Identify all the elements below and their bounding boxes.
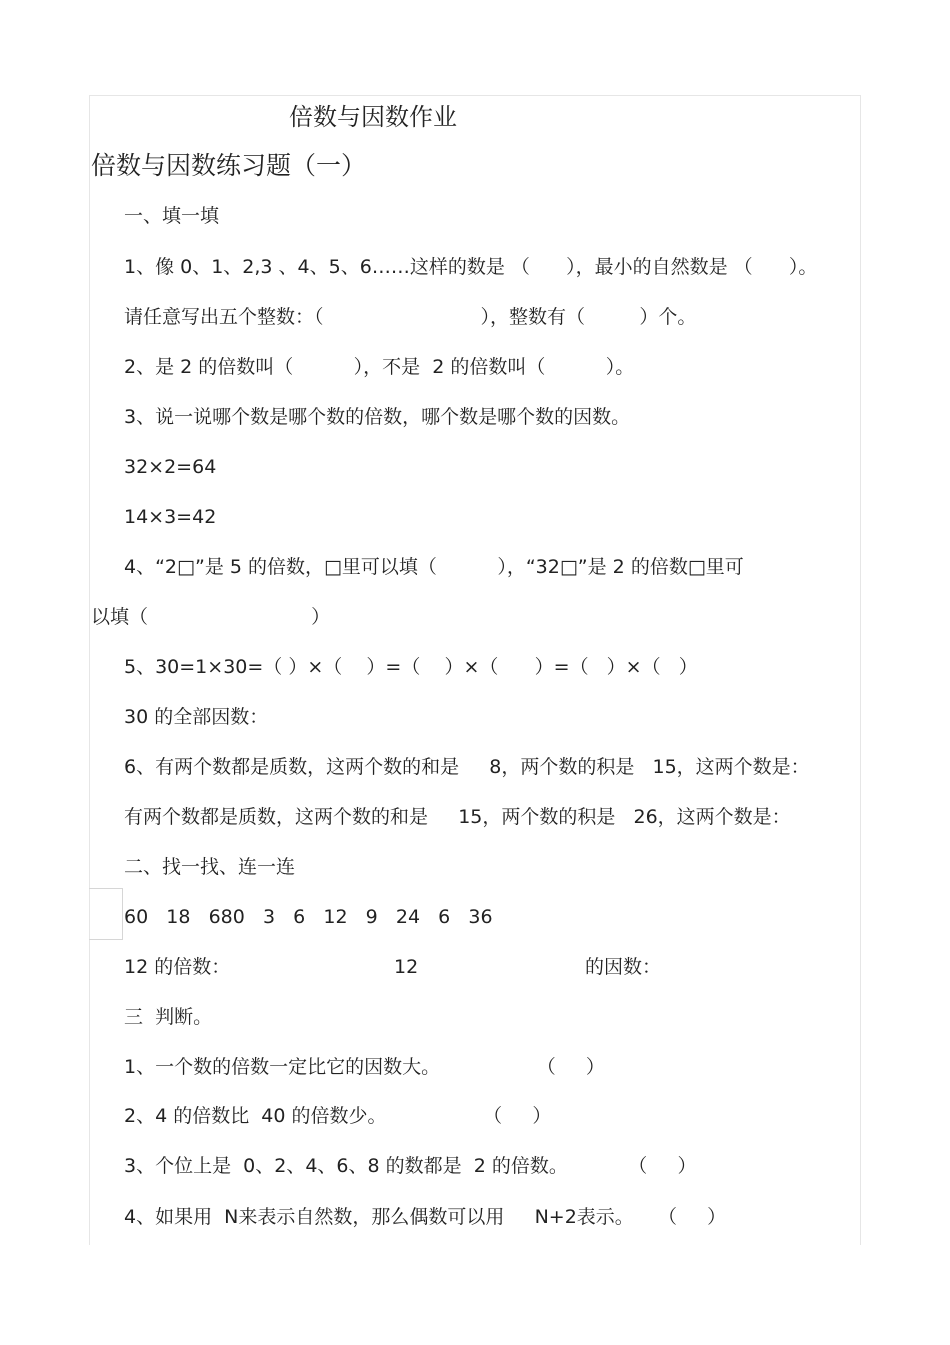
- judge-item-4: 4、如果用 N来表示自然数，那么偶数可以用 N+2表示。 （ ）: [124, 1206, 727, 1228]
- factors-label: 的因数：: [585, 956, 662, 978]
- question-2: 2、是 2 的倍数叫（ ），不是 2 的倍数叫（ ）。: [124, 356, 635, 378]
- number-list: 60 18 680 3 6 12 9 24 6 36: [124, 906, 493, 928]
- page-border-top: [89, 95, 860, 96]
- section-find-connect: 二、找一找、连一连: [124, 856, 296, 878]
- question-6-line-2: 有两个数都是质数，这两个数的和是 15，两个数的积是 26，这两个数是：: [124, 806, 791, 828]
- equation-2: 14×3=42: [124, 506, 217, 528]
- question-1-line-2: 请任意写出五个整数：（ ），整数有（ ）个。: [124, 306, 697, 328]
- equation-1: 32×2=64: [124, 456, 217, 478]
- judge-item-2: 2、4 的倍数比 40 的倍数少。 （ ）: [124, 1105, 552, 1127]
- page-border-left: [89, 95, 90, 1245]
- page-border-right: [860, 95, 861, 1245]
- margin-box: [89, 888, 123, 940]
- document-title: 倍数与因数作业: [289, 103, 457, 131]
- question-5: 5、30=1×30=（ ）×（ ）=（ ）×（ ）=（ ）×（ ）: [124, 656, 698, 678]
- question-1-line-1: 1、像 0、1、2,3 、4、5、6……这样的数是 （ ），最小的自然数是 （ ）。: [124, 256, 818, 278]
- judge-item-1: 1、一个数的倍数一定比它的因数大。 （ ）: [124, 1056, 605, 1078]
- question-6-line-1: 6、有两个数都是质数，这两个数的和是 8，两个数的积是 15，这两个数是：: [124, 756, 810, 778]
- section-fill-in: 一、填一填: [124, 205, 220, 227]
- section-judge: 三 判断。: [124, 1006, 213, 1028]
- question-5-factors: 30 的全部因数：: [124, 706, 269, 728]
- question-4-line-1: 4、“2□”是 5 的倍数，□里可以填（ ），“32□”是 2 的倍数□里可: [124, 556, 744, 578]
- multiples-of-12-label: 12 的倍数：: [124, 956, 231, 978]
- number-12-label: 12: [394, 956, 419, 978]
- judge-item-3: 3、个位上是 0、2、4、6、8 的数都是 2 的倍数。 （ ）: [124, 1155, 697, 1177]
- exercise-title: 倍数与因数练习题（一）: [91, 151, 367, 180]
- question-4-line-2: 以填（ ）: [91, 606, 331, 628]
- question-3: 3、说一说哪个数是哪个数的倍数，哪个数是哪个数的因数。: [124, 406, 631, 428]
